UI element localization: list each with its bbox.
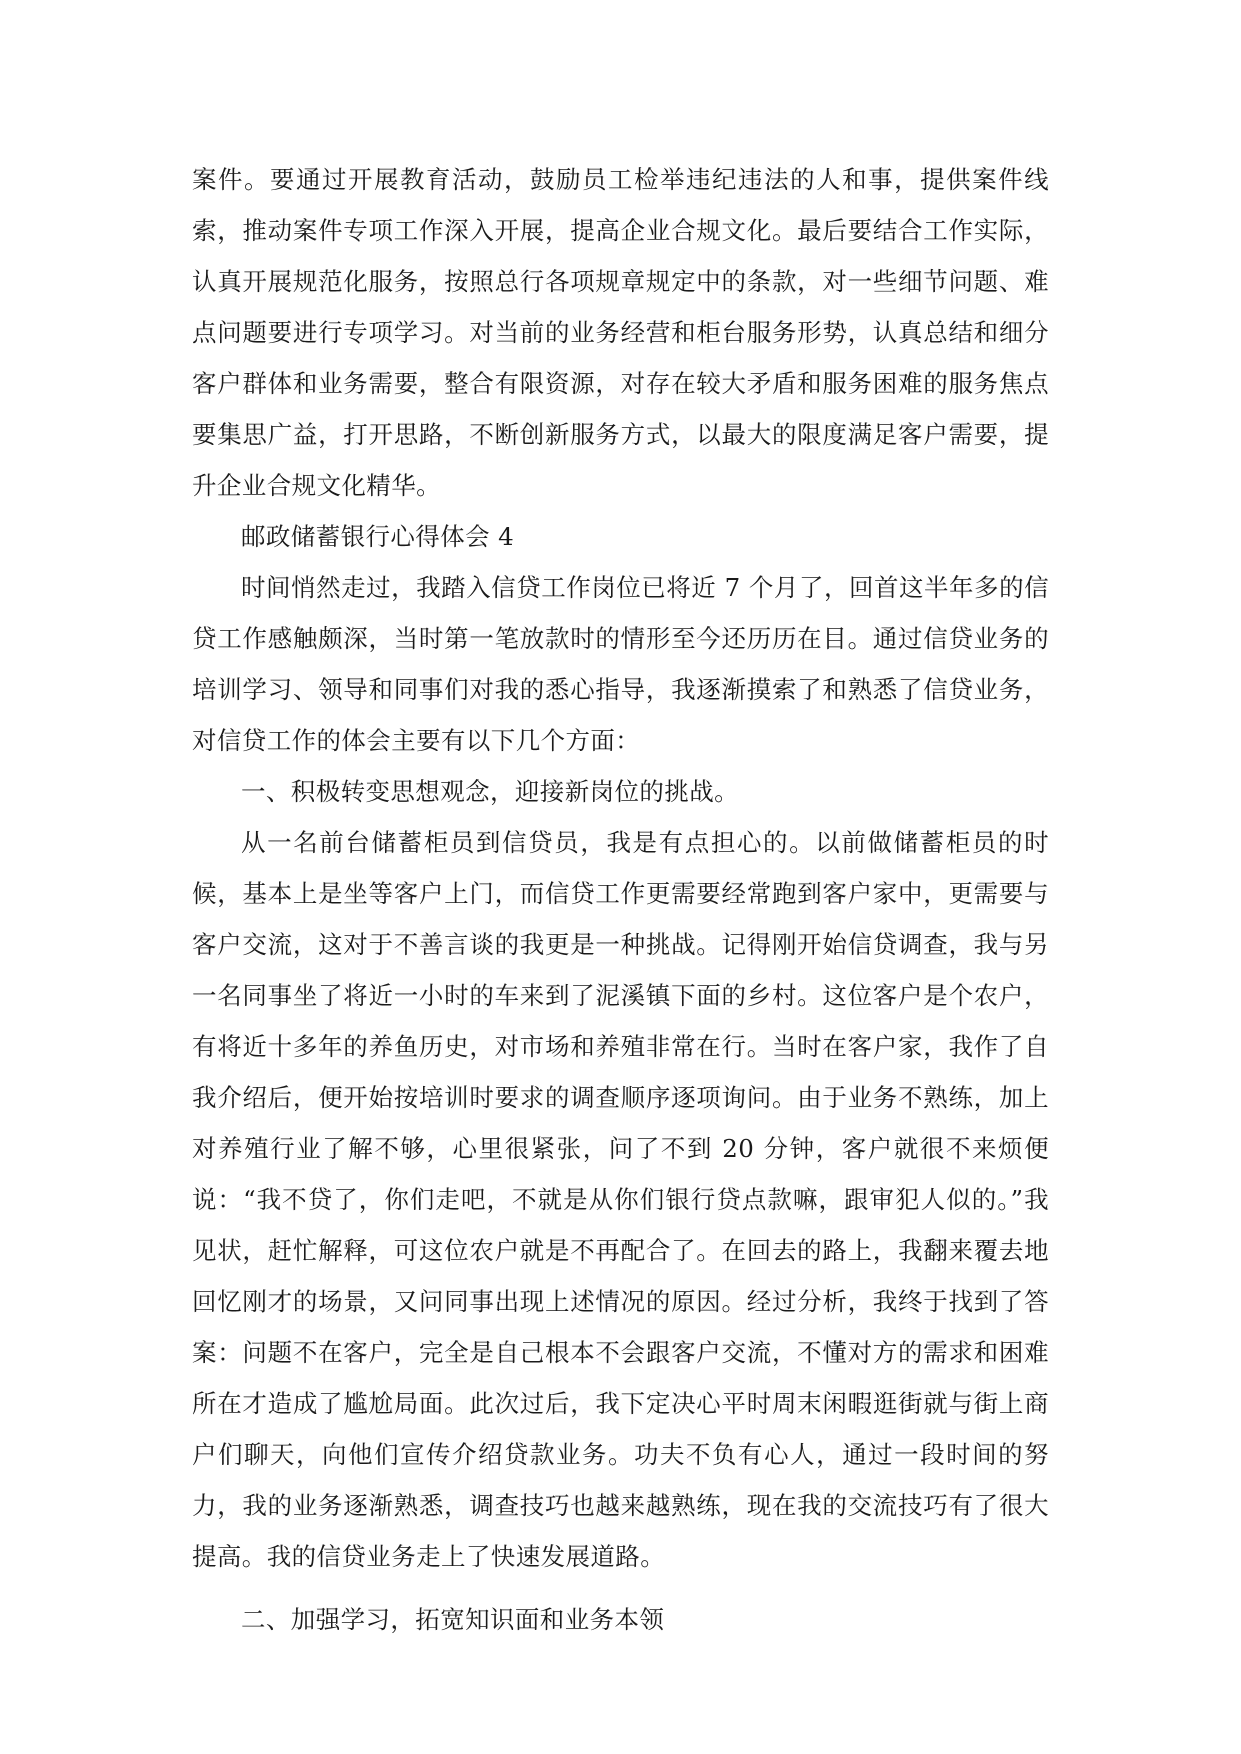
subheading-two: 二、加强学习，拓宽知识面和业务本领: [241, 1605, 665, 1634]
document-body: [192, 154, 1049, 1645]
paragraph-intro: 时间悄然走过，我踏入信贷工作岗位已将近 7 个月了，回首这半年多的信贷工作感触颇深，当时第一笔放款时的情形至今还历历在目。通过信贷业务的培训学习、领导和同事们对我的悉心指导，我逐渐摸索了和熟悉了信贷业务，对信贷工作的体会主要有以下几个方面：: [192, 573, 1049, 755]
section-title: 邮政储蓄银行心得体会 4: [241, 522, 515, 551]
subheading-one: 一、积极转变思想观念，迎接新岗位的挑战。: [241, 777, 739, 806]
paragraph-body: 从一名前台储蓄柜员到信贷员，我是有点担心的。以前做储蓄柜员的时候，基本上是坐等客户上门，而信贷工作更需要经常跑到客户家中，更需要与客户交流，这对于不善言谈的我更是一种挑战。记得刚开始信贷调查，我与另一名同事坐了将近一小时的车来到了泥溪镇下面的乡村。这位客户是个农户，有将近十多年的养鱼历史，对市场和养殖非常在行。当时在客户家，我作了自我介绍后，便开始按培训时要求的调查顺序逐项询问。由于业务不熟练，加上对养殖行业了解不够，心里很紧张，问了不到 20 分钟，客户就很不来烦便说：“我不贷了，你们走吧，不就是从你们银行贷点款嘛，跟审犯人似的。”我见状，赶忙解释，可这位农户就是不再配合了。在回去的路上，我翻来覆去地回忆刚才的场景，又问同事出现上述情况的原因。经过分析，我终于找到了答案：问题不在客户，完全是自己根本不会跟客户交流，不懂对方的需求和困难所在才造成了尴尬局面。此次过后，我下定决心平时周末闲暇逛街就与街上商户们聊天，向他们宣传介绍贷款业务。功夫不负有心人，通过一段时间的努力，我的业务逐渐熟悉，调查技巧也越来越熟练，现在我的交流技巧有了很大提高。我的信贷业务走上了快速发展道路。: [192, 828, 1049, 1571]
paragraph-continuation: 案件。要通过开展教育活动，鼓励员工检举违纪违法的人和事，提供案件线索，推动案件专项工作深入开展，提高企业合规文化。最后要结合工作实际，认真开展规范化服务，按照总行各项规章规定中的条款，对一些细节问题、难点问题要进行专项学习。对当前的业务经营和柜台服务形势，认真总结和细分客户群体和业务需要，整合有限资源，对存在较大矛盾和服务困难的服务焦点要集思广益，打开思路，不断创新服务方式，以最大的限度满足客户需要，提升企业合规文化精华。: [192, 165, 1049, 500]
